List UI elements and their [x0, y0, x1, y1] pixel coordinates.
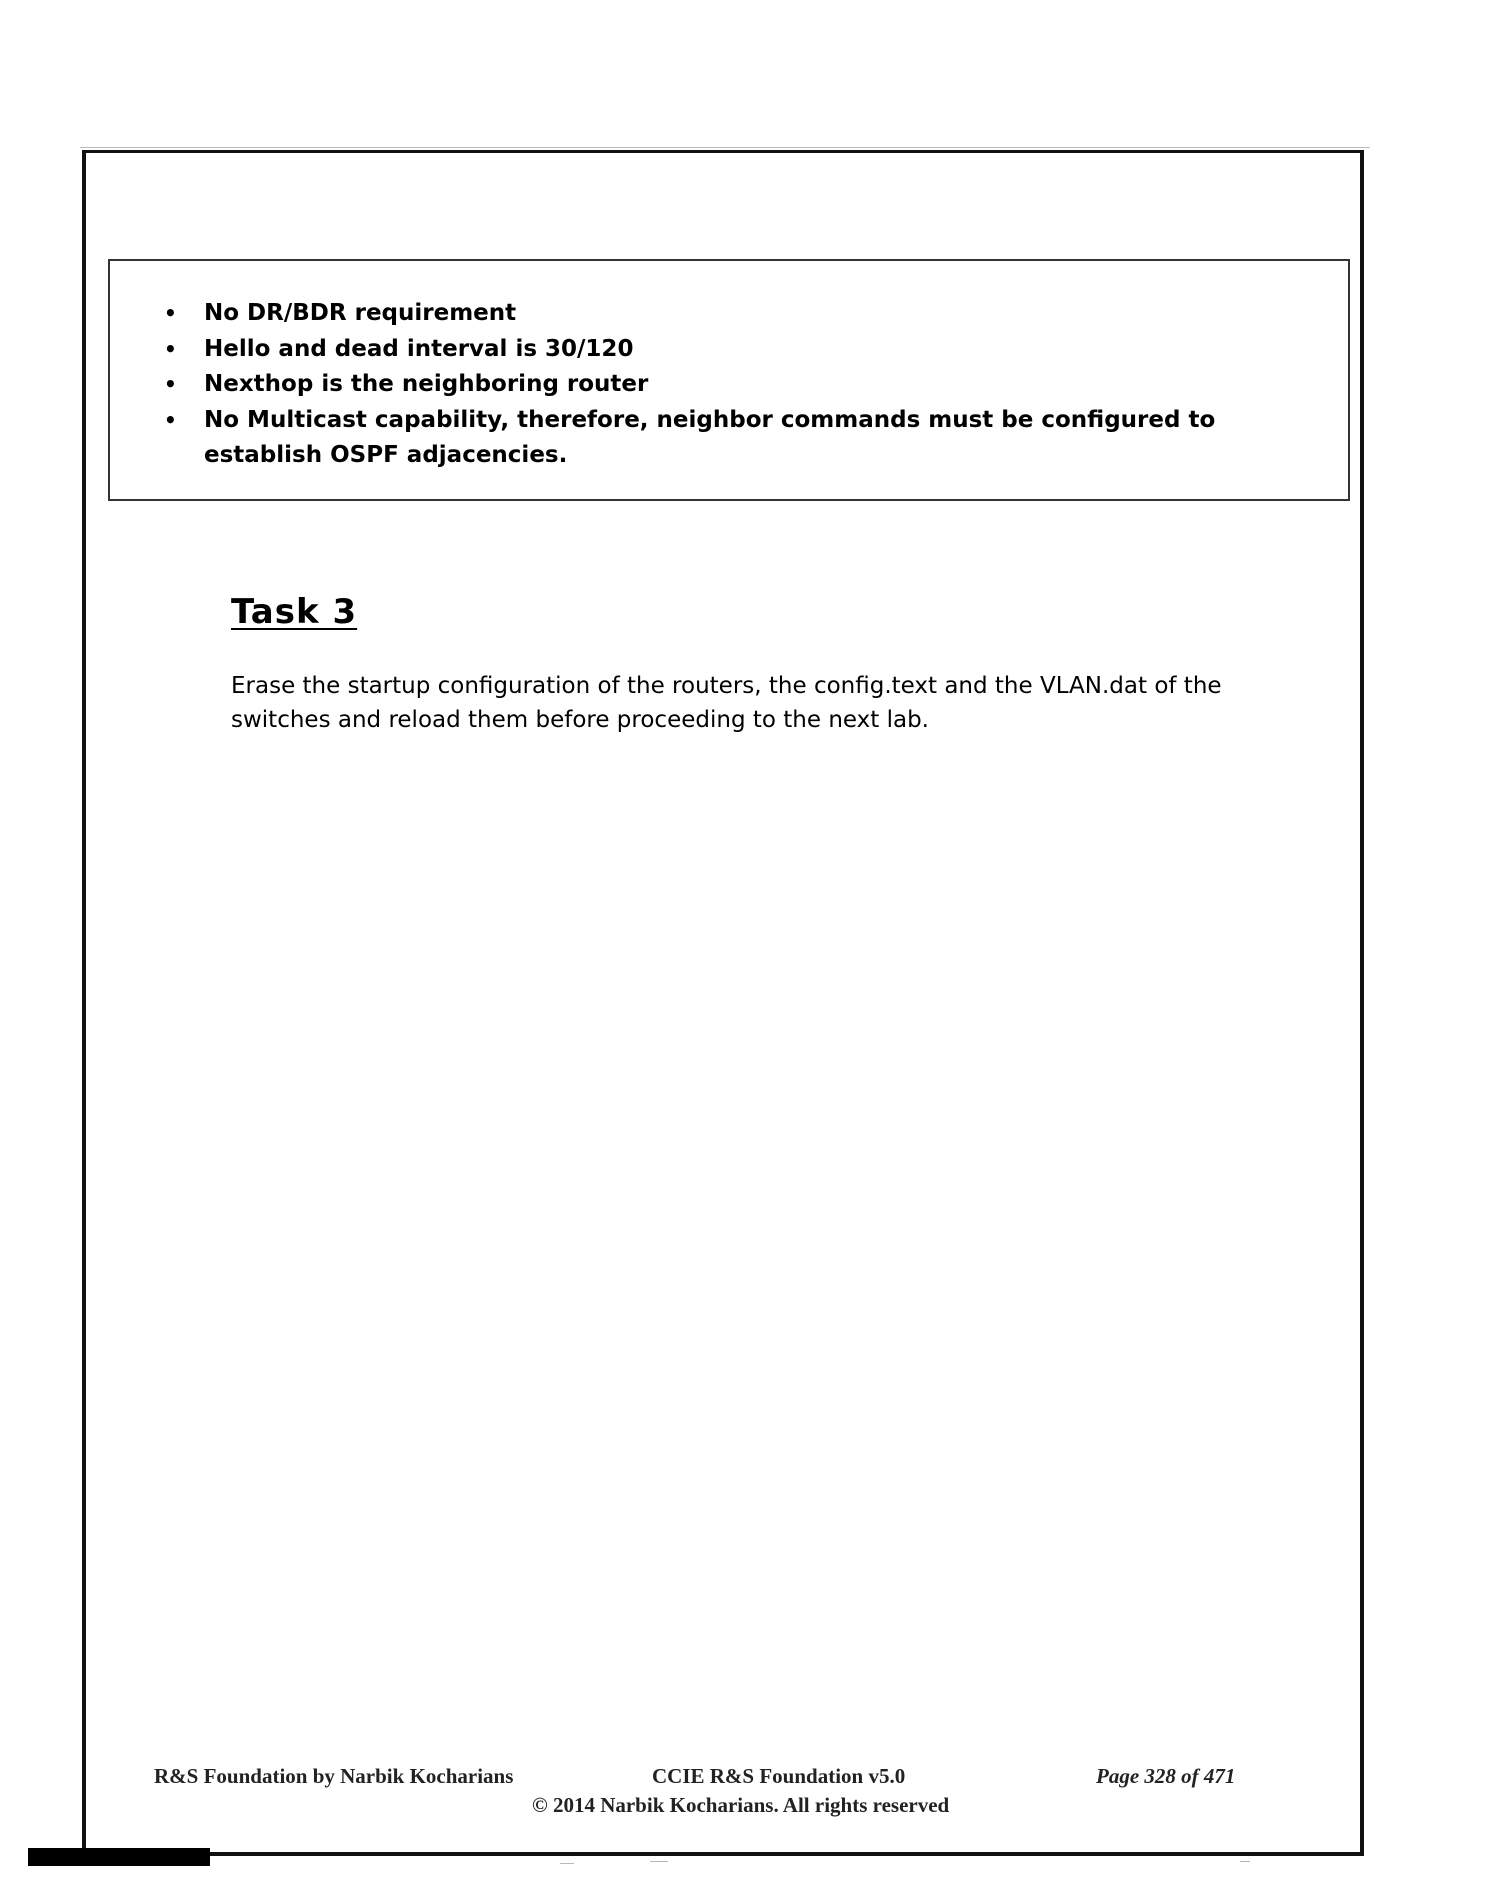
notes-bullet-list — [158, 296, 1288, 474]
bullet-icon: • — [164, 336, 177, 361]
list-item — [158, 296, 1288, 332]
footer-copyright: © 2014 Narbik Kocharians. All rights reserved — [532, 1793, 950, 1817]
task-body: Erase the startup configuration of the routers, the config.text and the VLAN.dat of the switches and reload them before proceeding to the next lab. — [231, 673, 1222, 733]
redaction-bar — [28, 1848, 210, 1866]
list-item — [158, 367, 1288, 403]
scan-artifact-line — [80, 147, 1370, 148]
list-item — [158, 403, 1288, 474]
bullet-text: No DR/BDR requirement — [204, 300, 517, 326]
scan-speck — [650, 1861, 668, 1862]
bullet-text: No Multicast capability, therefore, neighbor commands must be configured to establish OSPF adjacencies. — [204, 406, 1216, 468]
bullet-icon: • — [164, 372, 177, 396]
bullet-icon: • — [164, 407, 177, 432]
footer-page-number: Page 328 of 471 — [1096, 1764, 1236, 1788]
list-item — [158, 332, 1288, 368]
bullet-text: Hello and dead interval is 30/120 — [204, 335, 634, 362]
scan-speck — [1240, 1861, 1250, 1862]
scan-speck — [560, 1863, 574, 1864]
bullet-icon: • — [164, 301, 177, 325]
bullet-text: Nexthop is the neighboring router — [204, 371, 649, 397]
footer-title: CCIE R&S Foundation v5.0 — [652, 1764, 906, 1788]
footer-author: R&S Foundation by Narbik Kocharians — [154, 1764, 514, 1788]
task-heading: Task 3 — [231, 592, 358, 632]
